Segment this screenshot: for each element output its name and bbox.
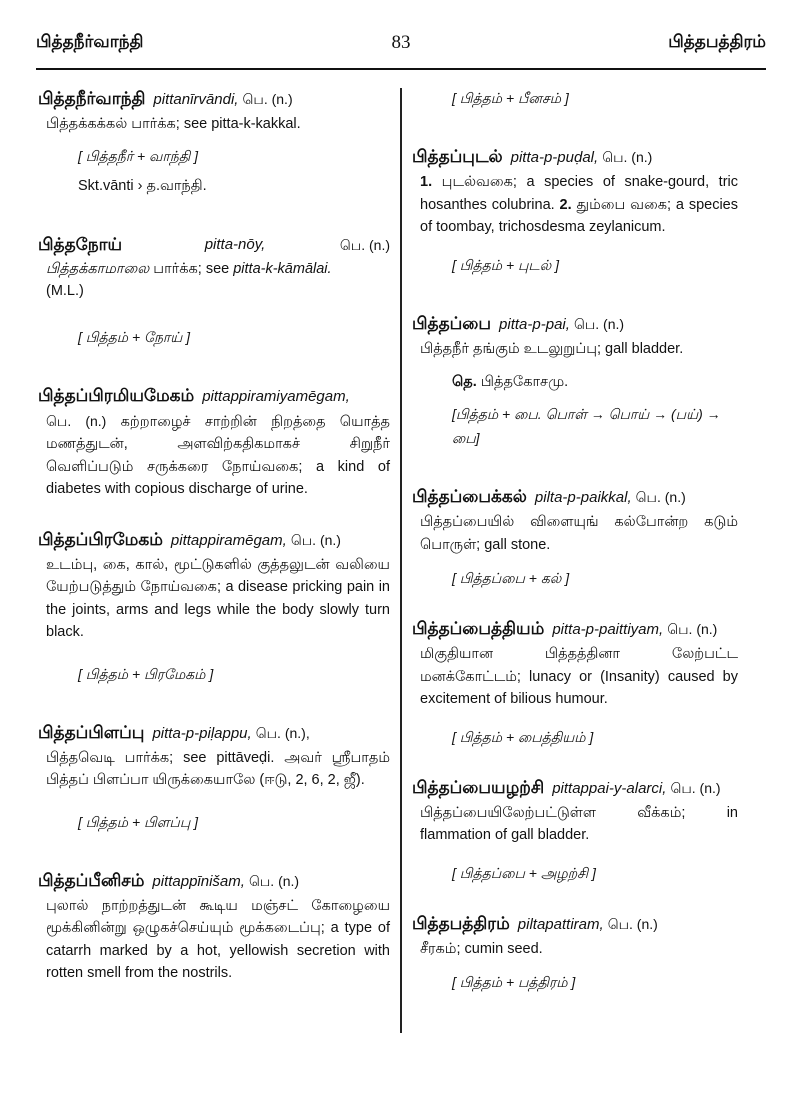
entry (38, 86, 390, 198)
definition: உடம்பு, கை, கால், மூட்டுகளில் குத்தலுடன் வலியை யேற்படுத்தும் நோய்வகை; a disease pricking pain in the joints, arms and legs while the body slowly turn black. (46, 556, 390, 640)
note (412, 370, 738, 394)
entry (38, 868, 390, 985)
entry (412, 144, 738, 277)
cross-reference: pitta-k-kāmālai. (233, 260, 332, 277)
part-of-speech: பெ. (n.) (339, 236, 390, 253)
etymology: [ பித்தப்பை + அழற்சி ] (452, 864, 596, 881)
right-column (412, 86, 738, 994)
transliteration: pitta-p-paittiyam, (552, 621, 664, 638)
definition (412, 171, 738, 239)
entry (412, 911, 738, 995)
etymology: [ பித்தம் + பத்திரம் ] (452, 974, 576, 990)
part-of-speech: பெ. (n.) (248, 872, 300, 889)
definition: மிகுதியான பித்தத்தினா லேற்பட்ட மனக்கோட்டம்; lunacy or (Insanity) caused by excitement of bilious humour. (420, 646, 738, 707)
note: Skt.vānti › த.வாந்தி. (78, 177, 207, 194)
part-of-speech: பெ. (n.) (607, 915, 658, 932)
part-of-speech: பெ. (n.), (255, 724, 310, 741)
part-of-speech: பெ. (n.) (290, 531, 341, 548)
transliteration: pilta-p-paikkal, (534, 489, 632, 506)
definition (38, 258, 390, 303)
etymology: [ பித்தம் + நோய் ] (78, 328, 191, 345)
headword: பித்தப்பிரமேகம் (38, 529, 163, 549)
running-header (36, 24, 766, 70)
part-of-speech: பெ. (n.) (242, 91, 293, 107)
headword: பித்தப்பைத்தியம் (412, 619, 545, 638)
headword: பித்தப்பிளப்பு (38, 722, 145, 742)
headword: பித்தப்பையழற்சி (412, 777, 545, 797)
definition-text: தும்பை வகை; a species of toombay, trichosdesma zeylanicum. (420, 196, 738, 235)
entry (412, 775, 738, 885)
definition: பித்தநீர் தங்கும் உடலுறுப்பு; gall bladder. (420, 340, 684, 357)
transliteration: pittappiramiyamēgam, (202, 387, 350, 405)
headword: பித்தப்பிரமியமேகம் (38, 385, 195, 405)
sense-number: 1. (420, 174, 433, 190)
etymology: [ பித்தம் + பைத்தியம் ] (452, 728, 594, 745)
part-of-speech: பெ. (n.) (670, 779, 721, 796)
part-of-speech: பெ. (n.) (602, 149, 653, 165)
cognate: பித்தகோசமு. (476, 374, 569, 390)
sense-number: 2. (559, 196, 572, 213)
entry (38, 383, 390, 501)
etymology: [பித்தம் + பை. பொள் → பொய் → (பய்) → பை] (452, 406, 721, 446)
part-of-speech: பெ. (n.) (46, 412, 107, 429)
definition (38, 410, 390, 501)
definition: பித்தப்பையிலேற்பட்டுள்ள வீக்கம்; in flammation of gall bladder. (420, 804, 738, 843)
transliteration: pitta-p-piḷappu, (152, 724, 252, 742)
source-abbrev: (M.L.) (46, 283, 84, 299)
headword: பித்தப்பைக்கல் (412, 487, 527, 506)
headword: பித்தபத்திரம் (412, 913, 510, 933)
part-of-speech: பெ. (n.) (635, 489, 686, 505)
part-of-speech: பெ. (n.) (667, 621, 718, 637)
definition-text: புடல்வகை; a species of snake-gourd, tric hosanthes colubrina. (420, 174, 738, 213)
transliteration: piltapattiram, (517, 915, 604, 933)
part-of-speech: பெ. (n.) (573, 315, 625, 332)
definition-text: கற்றாழைச் சாற்றின் நிறத்தை யொத்த மணத்துடன், அளவிற்கதிகமாகச் சிறுநீர் வெளிப்படும் சருக்கரை நோய்வகை; a kind of diabetes with copious discharge of urine. (46, 413, 390, 497)
column-divider (400, 88, 402, 1033)
transliteration: pittappīnišam, (152, 872, 245, 890)
entry (412, 484, 738, 590)
entry (412, 616, 738, 749)
page-number: 83 (391, 32, 411, 53)
etymology: [ பித்தப்பை + கல் ] (452, 570, 570, 586)
transliteration: pitta-p-pai, (499, 315, 570, 333)
headword: பித்தப்பீனிசம் (38, 870, 145, 890)
etymology: [ பித்தநீர் + வாந்தி ] (78, 147, 198, 164)
definition: பித்தவெடி பார்க்க; see pittāveḍi. அவர் ஸ்ரீபாதம் பித்தப் பிளப்பா யிருக்கையாலே (ஈடு, 2, 6, 2, ஜீ). (46, 749, 390, 788)
transliteration: pittanīrvāndi, (153, 91, 239, 108)
headword: பித்தநோய் (38, 234, 123, 254)
transliteration: pittappai-y-alarci, (552, 779, 667, 797)
etymology-continued: [ பித்தம் + பீனசம் ] (452, 90, 569, 106)
entry (38, 232, 390, 349)
headword: பித்தப்புடல் (412, 147, 503, 166)
entry (38, 720, 390, 834)
definition: பித்தக்கக்கல் பார்க்க; see pitta-k-kakkal. (46, 116, 301, 132)
entry (412, 311, 738, 451)
etymology: [ பித்தம் + பிளப்பு ] (78, 813, 199, 830)
etymology: [ பித்தம் + பிரமேகம் ] (78, 665, 214, 682)
transliteration: pittappiramēgam, (170, 531, 287, 549)
headword: பித்தப்பை (412, 313, 492, 333)
guide-word-right: பித்தபத்திரம் (668, 32, 766, 51)
cross-reference-ta: பித்தக்காமாலை (46, 260, 150, 277)
etymology: [ பித்தம் + புடல் ] (452, 256, 559, 273)
guide-word-left: பித்தநீர்வாந்தி (36, 32, 144, 51)
entry (38, 527, 390, 686)
definition: சீரகம்; cumin seed. (420, 940, 543, 957)
language-abbrev: தெ. (452, 374, 477, 390)
headword: பித்தநீர்வாந்தி (38, 89, 146, 108)
definition: பித்தப்பையில் விளையுங் கல்போன்ற கடும் பொருள்; gall stone. (420, 514, 738, 553)
definition: புலால் நாற்றத்துடன் கூடிய மஞ்சட் கோழையை மூக்கினின்று ஒழுகச்செய்யும் மூக்கடைப்பு; a type of catarrh marked by a hot, yellowish secretion with rotten smell from the nostrils. (46, 897, 390, 981)
definition-text: பார்க்க; see (149, 260, 234, 277)
transliteration: pitta-nōy, (204, 235, 266, 253)
transliteration: pitta-p-puḍal, (510, 149, 599, 166)
left-column (38, 86, 390, 985)
